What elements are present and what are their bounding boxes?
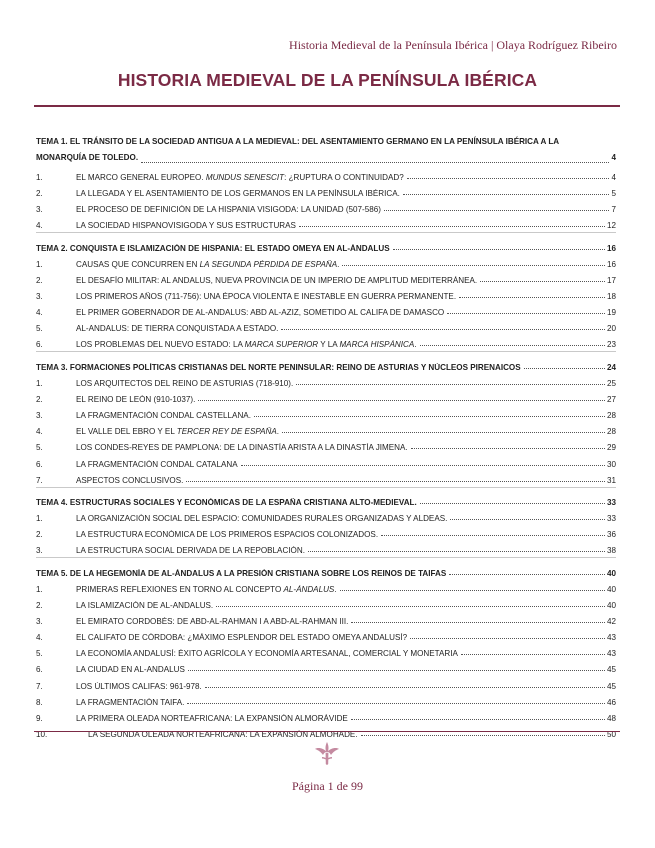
page-number: Página 1 de 99 (292, 779, 363, 793)
toc-item[interactable] (36, 610, 616, 626)
dot-leader (410, 638, 605, 639)
toc-item-text: : ¿RUPTURA O CONTINUIDAD? (284, 173, 404, 183)
toc-page-number: 17 (606, 276, 616, 286)
toc-item-text: LA LLEGADA Y EL ASENTAMIENTO DE LOS GERMANOS EN LA PENÍNSULA IBÉRICA. (76, 189, 400, 199)
dot-leader (186, 481, 605, 482)
toc-item-title (74, 682, 202, 691)
toc-item-text: LA ISLAMIZACIÓN DE AL-ANDALUS. (76, 601, 214, 611)
toc-item-text: AL-ANDALUS: DE TIERRA CONQUISTADA A ESTADO. (76, 324, 279, 334)
toc-page-number: 19 (606, 308, 616, 318)
toc-item-number: 1. (36, 173, 43, 183)
toc-item-text: EL PRIMER GOBERNADOR DE AL-ANDALUS: ABD AL-AZIZ, SOMETIDO AL CALIFA DE DAMASCO (76, 308, 445, 318)
dot-leader (381, 535, 605, 536)
toc-page-number: 30 (606, 459, 616, 469)
toc-item-italic: MARCA HISPÁNICA (339, 340, 415, 350)
dot-leader (340, 590, 605, 591)
toc-page-number: 20 (606, 324, 616, 334)
toc-item[interactable] (36, 691, 616, 707)
section-divider (36, 487, 616, 488)
dot-leader (188, 670, 605, 671)
toc-item[interactable] (36, 658, 616, 674)
toc-item-title (74, 221, 296, 230)
toc-item[interactable] (36, 253, 616, 269)
dot-leader (241, 465, 605, 466)
toc-item[interactable] (36, 469, 616, 485)
dot-leader (393, 249, 605, 250)
toc-item[interactable] (36, 333, 616, 349)
toc-item-title (74, 205, 381, 214)
toc-item-number: 4. (36, 221, 43, 231)
toc-item-number: 2. (36, 601, 43, 611)
toc-item-number: 9. (36, 713, 43, 723)
toc-page-number: 42 (606, 617, 616, 627)
toc-item[interactable] (36, 269, 616, 285)
toc-item-text: LA ESTRUCTURA ECONÓMICA DE LOS PRIMEROS ESPACIOS COLONIZADOS. (76, 530, 379, 540)
toc-item-italic: LA SEGUNDA PÉRDIDA DE ESPAÑA (199, 259, 338, 269)
toc-item-title (74, 189, 400, 198)
toc-tema-4[interactable] (36, 491, 616, 508)
dot-leader (351, 622, 605, 623)
toc-item-text: . (337, 259, 340, 269)
document-title: HISTORIA MEDIEVAL DE LA PENÍNSULA IBÉRICA (117, 70, 538, 90)
toc-item-number: 3. (36, 546, 43, 556)
toc-item-number: 3. (36, 411, 43, 421)
toc-item-title (74, 292, 456, 301)
toc-page-number: 33 (606, 514, 616, 524)
toc-page-number: 31 (606, 475, 616, 485)
toc-item-title (74, 476, 183, 485)
toc-item[interactable] (36, 301, 616, 317)
toc-item-text: EL MARCO GENERAL EUROPEO. (76, 173, 206, 183)
toc-item-number: 1. (36, 584, 43, 594)
dot-leader (296, 384, 605, 385)
toc-page-number: 25 (606, 379, 616, 389)
toc-item-text: LA CIUDAD EN AL-ANDALUS (76, 665, 185, 675)
toc-item-title (74, 411, 251, 420)
toc-item-title (74, 665, 185, 674)
toc-item-number: 4. (36, 633, 43, 643)
toc-item-title (74, 601, 213, 610)
table-of-contents (36, 134, 616, 739)
toc-item-text: EL VALLE DEL EBRO Y EL (76, 427, 177, 437)
toc-item-number: 2. (36, 189, 43, 199)
toc-item[interactable] (36, 507, 616, 523)
toc-page-number: 33 (606, 498, 616, 508)
toc-page-number: 24 (606, 362, 616, 372)
dot-leader (459, 297, 605, 298)
toc-item-text: CAUSAS QUE CONCURREN EN (76, 259, 200, 269)
toc-item-text: LA ESTRUCTURA SOCIAL DERIVADA DE LA REPOBLACIÓN. (76, 546, 305, 556)
dot-leader (411, 448, 605, 449)
toc-item-title (74, 308, 444, 317)
toc-item[interactable] (36, 626, 616, 642)
toc-page-number: 50 (606, 729, 616, 739)
toc-item-number: 3. (36, 205, 43, 215)
toc-item-text: LA PRIMERA OLEADA NORTEAFRICANA: LA EXPANSIÓN ALMORÁVIDE (76, 713, 348, 723)
toc-item-text: ASPECTOS CONCLUSIVOS. (76, 475, 184, 485)
toc-item-text: LA ORGANIZACIÓN SOCIAL DEL ESPACIO: COMUNIDADES RURALES ORGANIZADAS Y ALDEAS. (76, 514, 448, 524)
toc-item-title (74, 443, 408, 452)
toc-page-number: 45 (606, 665, 616, 675)
toc-page-number: 29 (606, 443, 616, 453)
dot-leader (282, 432, 605, 433)
toc-item[interactable] (36, 707, 616, 723)
toc-item-title (74, 460, 238, 469)
toc-item-text: EL CALIFATO DE CÓRDOBA: ¿MÁXIMO ESPLENDOR DEL ESTADO OMEYA ANDALUSÍ? (76, 633, 408, 643)
toc-item-title (74, 546, 305, 555)
dot-leader (450, 519, 605, 520)
toc-page-number: 4 (611, 153, 616, 162)
toc-item-number: 5. (36, 443, 43, 453)
footer-divider (34, 731, 620, 732)
toc-page-number: 43 (606, 633, 616, 643)
toc-item-number: 7. (36, 681, 43, 691)
dot-leader (342, 265, 605, 266)
toc-item-number: 6. (36, 665, 43, 675)
toc-item-number: 7. (36, 475, 43, 485)
toc-item-italic: MUNDUS SENESCIT (205, 173, 285, 183)
toc-item-title (74, 633, 407, 642)
toc-item-number: 3. (36, 617, 43, 627)
toc-item[interactable] (36, 285, 616, 301)
toc-item[interactable] (36, 642, 616, 658)
toc-page-number: 18 (606, 292, 616, 302)
toc-item-title (74, 276, 477, 285)
toc-item-title (74, 379, 293, 388)
dot-leader (299, 226, 605, 227)
dot-leader (351, 719, 605, 720)
toc-item[interactable] (36, 166, 616, 182)
toc-page-number: 48 (606, 713, 616, 723)
toc-item-number: 8. (36, 697, 43, 707)
toc-item-title (74, 324, 278, 333)
toc-item-italic: AL-ÁNDALUS (283, 584, 335, 594)
toc-item-number: 2. (36, 276, 43, 286)
toc-item-text: LA FRAGMENTACIÓN CONDAL CATALANA (76, 459, 238, 469)
toc-page-number: 45 (606, 681, 616, 691)
toc-item-text: EL EMIRATO CORDOBÉS: DE ABD-AL-RAHMAN I A ABD-AL-RAHMAN III. (76, 617, 349, 627)
toc-page-number: 40 (606, 568, 616, 578)
toc-item[interactable] (36, 317, 616, 333)
toc-item[interactable] (36, 674, 616, 690)
toc-item-title (74, 714, 348, 723)
dot-leader (216, 606, 605, 607)
dot-leader (308, 551, 605, 552)
toc-item-number: 1. (36, 259, 43, 269)
toc-page-number: 23 (606, 340, 616, 350)
dot-leader (384, 210, 610, 211)
dot-leader (281, 329, 605, 330)
toc-item-number: 6. (36, 340, 43, 350)
toc-item-text: EL REINO DE LEÓN (910-1037). (76, 395, 196, 405)
toc-item-number: 6. (36, 459, 43, 469)
toc-item-text: LOS PRIMEROS AÑOS (711-756): UNA ÉPOCA VIOLENTA E INESTABLE EN GUERRA PERMANENTE. (76, 292, 457, 302)
toc-item-text: LA SEGUNDA OLEADA NORTEAFRICANA: LA EXPANSIÓN ALMOHADE. (88, 729, 358, 739)
toc-page-number: 36 (606, 530, 616, 540)
toc-page-number: 28 (606, 427, 616, 437)
toc-item[interactable] (36, 594, 616, 610)
toc-item-italic: MARCA SUPERIOR (244, 340, 319, 350)
fleur-ornament-icon (312, 738, 342, 768)
dot-leader (198, 400, 605, 401)
toc-item-text: LA FRAGMENTACIÓN CONDAL CASTELLANA. (76, 411, 251, 421)
toc-item[interactable] (36, 539, 616, 555)
toc-item-title (74, 173, 404, 182)
toc-item-title (74, 514, 447, 523)
section-divider (36, 557, 616, 558)
dot-leader (449, 574, 605, 575)
dot-leader (361, 735, 605, 736)
toc-item[interactable] (36, 388, 616, 404)
toc-tema-title: TEMA 3. FORMACIONES POLÍTICAS CRISTIANAS DEL NORTE PENINSULAR: REINO DE ASTURIAS Y NÚCLEOS PIRENAICOS (36, 362, 521, 372)
toc-page-number: 4 (611, 173, 616, 183)
dot-leader (141, 162, 609, 163)
toc-page-number: 40 (606, 584, 616, 594)
toc-item-number: 4. (36, 427, 43, 437)
toc-item[interactable] (36, 578, 616, 594)
toc-page-number: 43 (606, 649, 616, 659)
toc-item-number: 2. (36, 530, 43, 540)
toc-tema-title: TEMA 1. EL TRÁNSITO DE LA SOCIEDAD ANTIGUA A LA MEDIEVAL: DEL ASENTAMIENTO GERMANO EN LA PENÍNSULA IBÉRICA A LA (36, 137, 560, 146)
toc-item-title (74, 649, 458, 658)
toc-page-number: 28 (606, 411, 616, 421)
toc-page-number: 16 (606, 259, 616, 269)
toc-item-number: 3. (36, 292, 43, 302)
dot-leader (254, 416, 605, 417)
dot-leader (420, 345, 605, 346)
toc-page-number: 16 (606, 243, 616, 253)
toc-tema-1[interactable] (36, 134, 616, 166)
toc-page-number: 38 (606, 546, 616, 556)
toc-tema-5[interactable] (36, 561, 616, 578)
dot-leader (461, 654, 605, 655)
dot-leader (420, 503, 605, 504)
toc-item[interactable] (36, 452, 616, 468)
toc-page-number: 40 (606, 601, 616, 611)
toc-tema-2[interactable] (36, 236, 616, 253)
toc-item[interactable] (36, 182, 616, 198)
toc-item-italic: TERCER REY DE ESPAÑA (176, 427, 277, 437)
toc-page-number: 5 (611, 189, 616, 199)
toc-item-title (74, 530, 378, 539)
dot-leader (480, 281, 605, 282)
dot-leader (403, 194, 610, 195)
section-divider (36, 232, 616, 233)
toc-item-number: 5. (36, 324, 43, 334)
toc-item-title (74, 260, 339, 269)
toc-item-title (74, 340, 417, 349)
toc-item-number: 4. (36, 308, 43, 318)
toc-item-title (74, 585, 337, 594)
toc-item-text: LA ECONOMÍA ANDALUSÍ: ÉXITO AGRÍCOLA Y ECONOMÍA ARTESANAL, COMERCIAL Y MONETARIA (76, 649, 458, 659)
toc-item-number: 1. (36, 514, 43, 524)
toc-item-text: LA SOCIEDAD HISPANOVISIGODA Y SUS ESTRUCTURAS (76, 221, 296, 231)
toc-item-text: LOS PROBLEMAS DEL NUEVO ESTADO: LA (76, 340, 245, 350)
toc-item[interactable] (36, 372, 616, 388)
toc-item[interactable] (36, 436, 616, 452)
toc-item-text: LA FRAGMENTACIÓN TAIFA. (76, 697, 185, 707)
title-divider (34, 105, 620, 107)
dot-leader (447, 313, 605, 314)
toc-item-text: . (276, 427, 280, 437)
toc-item-title (74, 617, 348, 626)
toc-item[interactable] (36, 214, 616, 230)
toc-item[interactable] (36, 404, 616, 420)
toc-item[interactable] (36, 420, 616, 436)
toc-item[interactable] (36, 198, 616, 214)
toc-item-text: . (414, 340, 417, 350)
dot-leader (407, 178, 610, 179)
dot-leader (524, 368, 605, 369)
toc-tema-title: TEMA 4. ESTRUCTURAS SOCIALES Y ECONÓMICAS DE LA ESPAÑA CRISTIANA ALTO-MEDIEVAL. (36, 498, 417, 508)
running-header: Historia Medieval de la Península Ibérica | Olaya Rodríguez Ribeiro (289, 38, 617, 52)
toc-item-number: 5. (36, 649, 43, 659)
toc-page-number: 7 (611, 205, 616, 215)
toc-tema-title: TEMA 2. CONQUISTA E ISLAMIZACIÓN DE HISPANIA: EL ESTADO OMEYA EN AL-ÁNDALUS (36, 243, 390, 253)
toc-item-number: 10. (36, 729, 48, 739)
toc-page-number: 46 (606, 697, 616, 707)
toc-item-text: PRIMERAS REFLEXIONES EN TORNO AL CONCEPTO (76, 584, 284, 594)
toc-item-number: 2. (36, 395, 43, 405)
toc-tema-3[interactable] (36, 355, 616, 372)
toc-item-text: LOS ARQUITECTOS DEL REINO DE ASTURIAS (718-910). (76, 379, 294, 389)
toc-item-text: LOS CONDES-REYES DE PAMPLONA: DE LA DINASTÍA ARISTA A LA DINASTÍA JIMENA. (76, 443, 408, 453)
toc-item-text: . (334, 584, 337, 594)
toc-item-title (74, 698, 184, 707)
dot-leader (205, 687, 605, 688)
toc-page-number: 27 (606, 395, 616, 405)
toc-tema-title: TEMA 5. DE LA HEGEMONÍA DE AL-ÁNDALUS A LA PRESIÓN CRISTIANA SOBRE LOS REINOS DE TAIFAS (36, 568, 447, 578)
toc-item-number: 1. (36, 379, 43, 389)
dot-leader (187, 703, 605, 704)
toc-item-text: Y LA (318, 340, 340, 350)
toc-item[interactable] (36, 523, 616, 539)
toc-tema-title-cont: MONARQUÍA DE TOLEDO. (36, 153, 139, 162)
toc-page-number: 12 (606, 221, 616, 231)
toc-item-title (74, 395, 195, 404)
toc-item-text: EL DESAFÍO MILITAR: AL ANDALUS, NUEVA PROVINCIA DE UN IMPERIO DE AMPLITUD MEDITERRÁNEA. (76, 276, 478, 286)
toc-item-title (74, 427, 279, 436)
toc-item-text: EL PROCESO DE DEFINICIÓN DE LA HISPANIA VISIGODA: LA UNIDAD (507-586) (76, 205, 381, 215)
toc-item-text: LOS ÚLTIMOS CALIFAS: 961-978. (76, 681, 202, 691)
section-divider (36, 351, 616, 352)
